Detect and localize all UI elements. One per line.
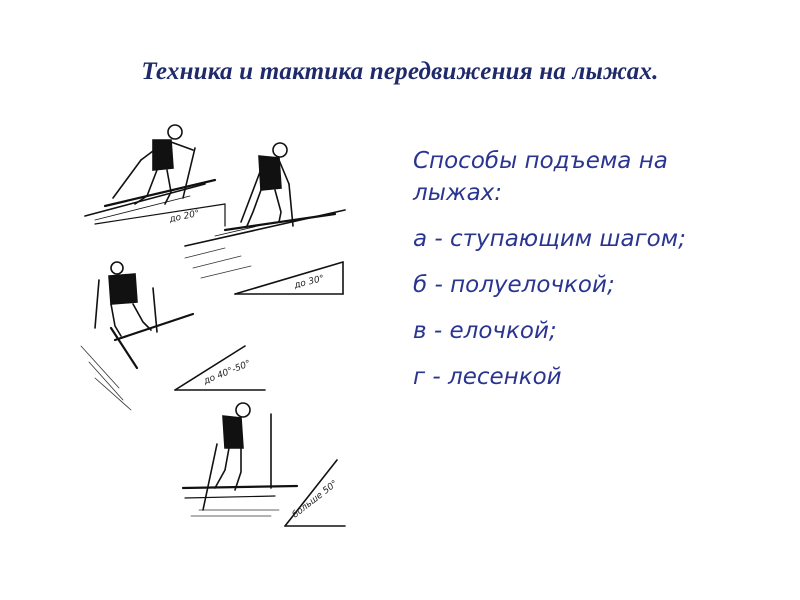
- skier-d-figure: [183, 403, 297, 510]
- angle-label-a: до 20°: [168, 208, 201, 225]
- angle-label-d: больше 50°: [290, 478, 340, 521]
- methods-heading: Способы подъема на лыжах:: [413, 148, 668, 206]
- skier-b-figure: [185, 143, 345, 246]
- angle-label-c: до 40°-50°: [202, 358, 253, 387]
- method-item-b: б - полуелочкой;: [413, 272, 615, 298]
- method-item-c: в - елочкой;: [413, 318, 557, 344]
- method-item-d: г - лесенкой: [413, 364, 562, 390]
- angle-label-b: до 30°: [293, 273, 326, 291]
- method-item-a: а - ступающим шагом;: [413, 226, 686, 252]
- skier-a-figure: [85, 125, 215, 220]
- skier-c-figure: [95, 262, 193, 368]
- slide-title: Техника и тактика передвижения на лыжах.: [141, 58, 659, 85]
- skiing-uphill-illustration: [75, 118, 375, 538]
- climb-methods-text: [413, 145, 753, 407]
